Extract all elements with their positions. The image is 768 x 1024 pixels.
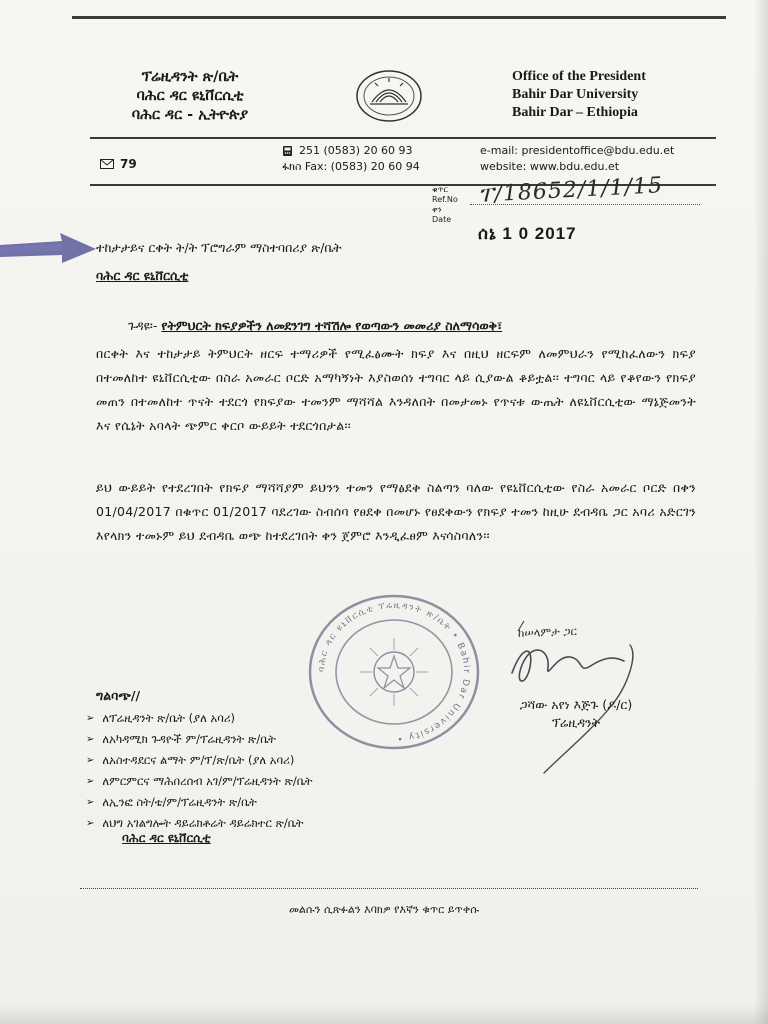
reference-labels bbox=[432, 185, 458, 225]
reference-number: ፐ/18652/1/1/15 bbox=[477, 173, 664, 208]
date-stamp: ሰኔ 1 0 2017 bbox=[478, 224, 577, 243]
arrow-marker-icon bbox=[0, 229, 100, 269]
cc-item: ➢ ለምርምርና ማሕበረሰብ አገ/ም/ፕሬዚዳንት ጽ/ቤት bbox=[86, 771, 313, 792]
ref-label-am: ቁጥር bbox=[432, 185, 448, 194]
signatory-title: ፕሬዚዳንት bbox=[551, 715, 601, 730]
subject-label: ጉዳዩ፡- bbox=[128, 318, 158, 333]
scan-bottom-shadow bbox=[0, 1002, 768, 1024]
scan-edge-shadow bbox=[754, 0, 768, 1024]
phone-fax-block bbox=[282, 143, 420, 175]
ref-label-en: Ref.No bbox=[432, 195, 458, 204]
cc-heading: ግልባጭ// bbox=[96, 688, 141, 703]
handwritten-signature-icon bbox=[452, 615, 692, 775]
body-paragraph-2: ይህ ውይይት የተደረገበት የክፍያ ማሻሻያም ይህንን ተመን የማፅደቅ ስልጣን ባለው የዩኒቨርሲቲው የስራ አመራር ቦርድ በቀን 01/04/2017 በቁጥር 01/2017 ባደረገው ስብሰባ የፀደቀ በመሆኑ የፀደቀውን የክፍያ ተመን ከዚሁ ደብዳቤ ጋር አባሪ አድርገን እየላክን ተመኑም ይህ ደብዳቤ ወጭ ከተደረገበት ቀን ጀምሮ እንዲፈፀም እናሳስባለን፡፡ bbox=[96, 480, 696, 543]
university-logo-icon bbox=[354, 68, 424, 124]
envelope-icon bbox=[100, 159, 114, 169]
bullet-arrow-icon: ➢ bbox=[86, 818, 95, 829]
date-label-en: Date bbox=[432, 215, 452, 224]
am-header-line-3: ባሕር ዳር - ኢትዮጵያ bbox=[131, 107, 249, 123]
signatory-block bbox=[476, 696, 676, 732]
bullet-arrow-icon: ➢ bbox=[86, 797, 95, 808]
footer-note: መልሱን ሲጽፉልን እባክዎ የእኛን ቁጥር ይጥቀሱ bbox=[288, 903, 480, 916]
cc-item: ➢ ለአካዳሚክ ጉዳዮች ም/ፕሬዚዳንት ጽ/ቤት bbox=[86, 729, 313, 750]
body-paragraph-1: በርቀት እና ተከታታይ ትምህርት ዘርፍ ተማሪዎች የሚፈፅሙት ክፍያ እና በዚህ ዘርፍም ለመምህራን የሚከፈለውን ክፍያ በተመለከተ ዩኒቨርሲቲው በስራ አመራር ቦርድ አማካኝነት እያስወሰነ ተግባር ላይ ሲያውል ቆይቷል፡፡ ተግባር ላይ የቆየውን የክፍያ መጠን በተመለከተ ጥናት ተደርጎ የክፍያው ተመንም ማሻሻል እንዳለበት በመታመኑ የጥናቱ ውጤት ለዩኒቨርሲቲው ማኔጅመንት እና የሴኔት አባላት ጭምር ቀርቦ ውይይት ተደርጎበታል፡፡ bbox=[96, 346, 696, 433]
bullet-arrow-icon: ➢ bbox=[86, 776, 95, 787]
date-label-am: ቀን bbox=[432, 205, 442, 214]
subject-line bbox=[128, 318, 502, 334]
en-header-line-2: Bahir Dar University bbox=[512, 87, 639, 102]
svg-text:ባሕር ዳር ዩኒቨርሲቲ ፕሬዚዳንት ጽ/ቤት • Ba bbox=[317, 601, 471, 743]
top-border bbox=[72, 16, 726, 19]
fax-number: ፋክስ Fax: (0583) 20 60 94 bbox=[282, 160, 420, 173]
reference-dotted-line bbox=[470, 204, 700, 205]
english-letterhead bbox=[512, 68, 646, 122]
am-header-line-2: ባሕር ዳር ዩኒቨርሲቲ bbox=[136, 88, 244, 104]
email-web-block bbox=[480, 143, 674, 175]
am-header-line-1: ፕሬዚዳንት ጽ/ቤት bbox=[141, 69, 239, 85]
footer-dotted-rule bbox=[80, 888, 698, 889]
cc-item: ➢ ለፕሬዚዳንት ጽ/ቤት (ያለ አባሪ) bbox=[86, 708, 313, 729]
seal-text: ባሕር ዳር ዩኒቨርሲቲ ፕሬዚዳንት ጽ/ቤት • Bahir Dar University • bbox=[316, 600, 472, 744]
phone-number: 251 (0583) 20 60 93 bbox=[299, 144, 413, 157]
bullet-arrow-icon: ➢ bbox=[86, 755, 95, 766]
cc-item: ➢ ለኢንፎ ስት/ቴ/ም/ፕሬዚዳንት ጽ/ቤት bbox=[86, 792, 313, 813]
cc-item: ➢ ለአስተዳደርና ልማት ም/ፕ/ጽ/ቤት (ያለ አባሪ) bbox=[86, 750, 313, 771]
en-header-line-1: Office of the President bbox=[512, 69, 646, 84]
website-address: website: www.bdu.edu.et bbox=[480, 160, 620, 173]
bullet-arrow-icon: ➢ bbox=[86, 734, 95, 745]
cc-item: ➢ ለህግ አገልግሎት ዳይሬክቶሬት ዳይሬክተር ጽ/ቤት bbox=[86, 813, 313, 834]
recipient-line-2: ባሕር ዳር ዩኒቨርሲቲ bbox=[96, 268, 189, 283]
signature-closing: ከሠላምታ ጋር bbox=[517, 623, 578, 641]
cc-list bbox=[86, 708, 313, 834]
pobox bbox=[100, 157, 137, 171]
phone-icon bbox=[282, 145, 293, 157]
email-address: e-mail: presidentoffice@bdu.edu.et bbox=[480, 144, 675, 157]
contact-top-rule bbox=[90, 137, 716, 139]
signatory-name: ጋሻው አየነ እጅጉ (ዶ/ር) bbox=[519, 697, 633, 712]
cc-footer: ባሕር ዳር ዩኒቨርሲቲ bbox=[122, 831, 211, 845]
recipient-line-1: ተከታታይና ርቀት ት/ት ፕሮግራም ማስተባበሪያ ጽ/ቤት bbox=[96, 240, 342, 255]
bullet-arrow-icon: ➢ bbox=[86, 713, 95, 724]
subject-text: የትምህርት ክፍያዎችን ለመደንገግ ተሻሽሎ የወጣውን መመሪያ ስለማሳወቅ፣ bbox=[161, 318, 503, 333]
amharic-letterhead bbox=[105, 68, 275, 125]
pobox-number: 79 bbox=[120, 157, 137, 171]
en-header-line-3: Bahir Dar – Ethiopia bbox=[512, 105, 638, 120]
